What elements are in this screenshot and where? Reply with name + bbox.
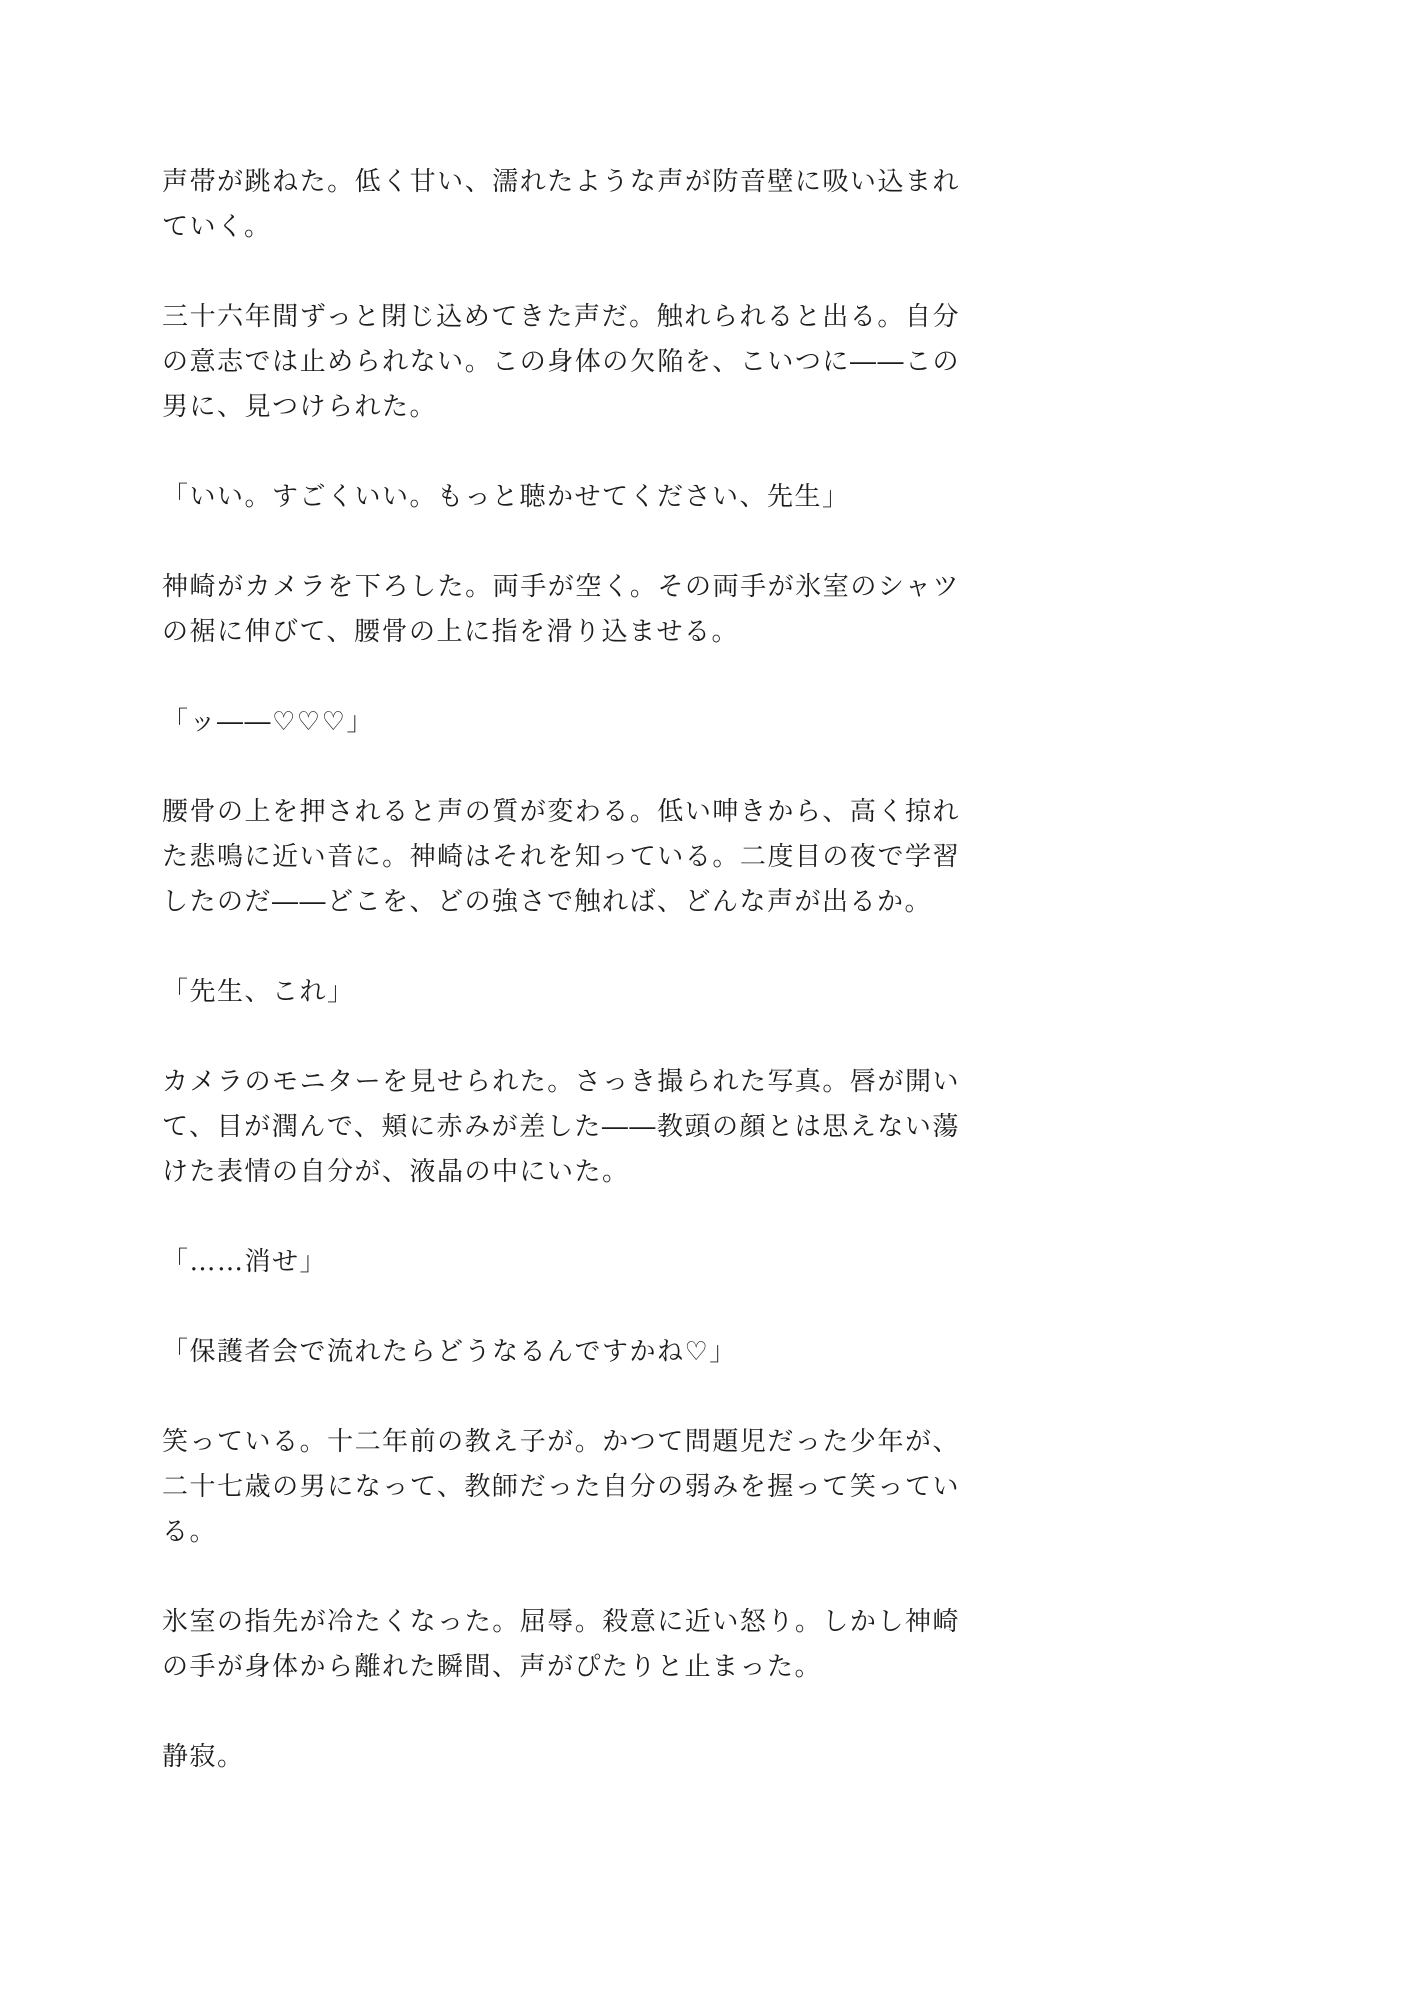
paragraph-dialogue: 「……消せ」 (162, 1247, 328, 1277)
paragraph: 三十六年間ずっと閉じ込めてきた声だ。触れられると出る。自分の意志では止められない。この身体の欠陥を、こいつに――この男に、見つけられた。 (162, 302, 960, 422)
paragraph-dialogue: 「先生、これ」 (162, 977, 355, 1007)
paragraph: 笑っている。十二年前の教え子が。かつて問題児だった少年が、二十七歳の男になって、教師だった自分の弱みを握って笑っている。 (162, 1427, 960, 1547)
paragraph: 神崎がカメラを下ろした。両手が空く。その両手が氷室のシャツの裾に伸びて、腰骨の上に指を滑り込ませる。 (162, 572, 960, 647)
paragraph: 氷室の指先が冷たくなった。屈辱。殺意に近い怒り。しかし神崎の手が身体から離れた瞬間、声がぴたりと止まった。 (162, 1607, 960, 1682)
paragraph: 声帯が跳ねた。低く甘い、濡れたような声が防音壁に吸い込まれていく。 (162, 167, 960, 242)
paragraph: カメラのモニターを見せられた。さっき撮られた写真。唇が開いて、目が潤んで、頬に赤みが差した――教頭の顔とは思えない蕩けた表情の自分が、液晶の中にいた。 (162, 1067, 960, 1187)
paragraph: 静寂。 (162, 1742, 245, 1772)
paragraph-dialogue: 「ッ――♡♡♡」 (162, 707, 374, 737)
paragraph-dialogue: 「保護者会で流れたらどうなるんですかね♡」 (162, 1337, 737, 1367)
paragraph-dialogue: 「いい。すごくいい。もっと聴かせてください、先生」 (162, 482, 850, 512)
text-column (162, 160, 960, 1780)
paragraph: 腰骨の上を押されると声の質が変わる。低い呻きから、高く掠れた悲鳴に近い音に。神崎はそれを知っている。二度目の夜で学習したのだ――どこを、どの強さで触れば、どんな声が出るか。 (162, 797, 960, 917)
